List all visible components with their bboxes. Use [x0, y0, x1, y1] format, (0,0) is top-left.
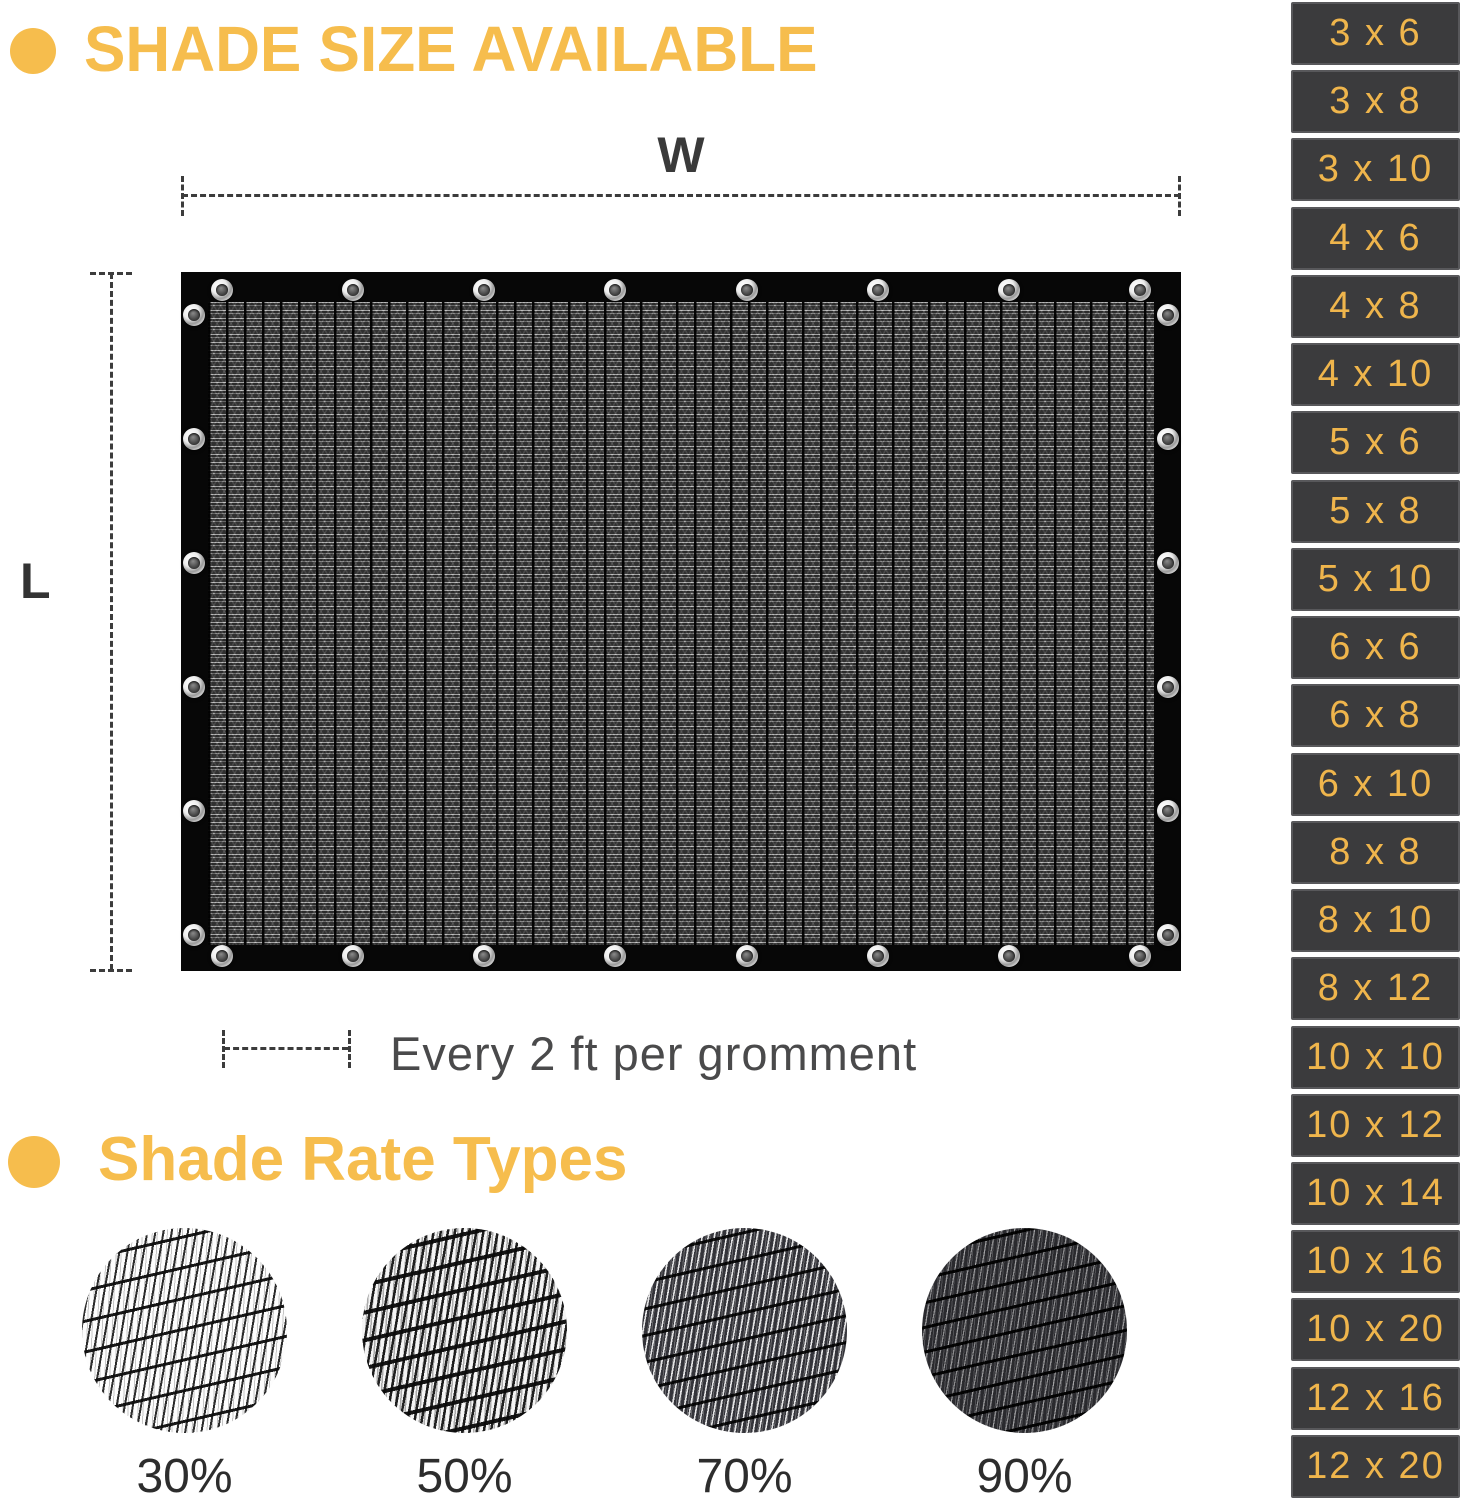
- size-option: 10 x 20: [1291, 1298, 1460, 1361]
- grommet-icon: [1157, 676, 1179, 698]
- length-dimension-tick-top: [90, 272, 132, 275]
- shade-sample-50: [362, 1228, 567, 1500]
- size-option: 10 x 10: [1291, 1026, 1460, 1089]
- grommet-icon: [867, 945, 889, 967]
- grommet-icon: [1157, 800, 1179, 822]
- grommet-icon: [736, 279, 758, 301]
- mesh-texture: [208, 302, 1154, 945]
- width-label: W: [657, 127, 705, 183]
- grommet-icon: [473, 945, 495, 967]
- grommet-icon: [211, 945, 233, 967]
- grommet-icon: [1157, 304, 1179, 326]
- shade-size-title: SHADE SIZE AVAILABLE: [84, 13, 818, 85]
- spacing-dimension-line: [224, 1047, 348, 1050]
- grommet-icon: [473, 279, 495, 301]
- shade-sample-70: [642, 1228, 847, 1500]
- grommet-icon: [998, 945, 1020, 967]
- length-dimension-tick-bottom: [90, 969, 132, 972]
- section-bullet-icon: [10, 28, 56, 74]
- size-option: 5 x 10: [1291, 548, 1460, 611]
- spacing-tick-right: [348, 1030, 351, 1068]
- grommet-icon: [1129, 279, 1151, 301]
- shade-rate-title: Shade Rate Types: [98, 1125, 628, 1194]
- size-option: 4 x 8: [1291, 275, 1460, 338]
- grommet-icon: [183, 800, 205, 822]
- size-option: 4 x 10: [1291, 343, 1460, 406]
- mesh-swatch-30-icon: [82, 1228, 287, 1433]
- grommet-icon: [736, 945, 758, 967]
- size-option: 10 x 16: [1291, 1230, 1460, 1293]
- grommet-icon: [211, 279, 233, 301]
- shade-sample-label: 30%: [136, 1450, 233, 1500]
- size-option: 10 x 12: [1291, 1094, 1460, 1157]
- mesh-swatch-50-icon: [362, 1228, 567, 1433]
- width-dimension-tick-left: [181, 176, 184, 216]
- size-option: 8 x 12: [1291, 957, 1460, 1020]
- shade-sample-label: 50%: [416, 1450, 513, 1500]
- length-label: L: [20, 553, 51, 609]
- size-option: 6 x 10: [1291, 753, 1460, 816]
- size-option: 6 x 6: [1291, 616, 1460, 679]
- size-option: 12 x 16: [1291, 1367, 1460, 1430]
- grommet-icon: [183, 924, 205, 946]
- grommet-icon: [1157, 552, 1179, 574]
- grommet-icon: [604, 279, 626, 301]
- size-option: 8 x 8: [1291, 821, 1460, 884]
- width-dimension-line: [182, 194, 1180, 197]
- shade-net-illustration: [182, 273, 1180, 970]
- grommet-icon: [604, 945, 626, 967]
- size-option: 3 x 10: [1291, 138, 1460, 201]
- grommet-icon: [183, 428, 205, 450]
- size-option: 4 x 6: [1291, 207, 1460, 270]
- grommet-icon: [998, 279, 1020, 301]
- size-option: 5 x 8: [1291, 480, 1460, 543]
- grommet-icon: [1129, 945, 1151, 967]
- grommet-icon: [1157, 428, 1179, 450]
- grommet-icon: [1157, 924, 1179, 946]
- grommet-icon: [183, 676, 205, 698]
- length-dimension-line: [110, 273, 113, 970]
- size-option: 8 x 10: [1291, 889, 1460, 952]
- grommet-icon: [183, 304, 205, 326]
- section-bullet-icon: [8, 1136, 60, 1188]
- size-option: 6 x 8: [1291, 684, 1460, 747]
- shade-sample-90: [922, 1228, 1127, 1500]
- grommet-icon: [342, 279, 364, 301]
- grommet-icon: [342, 945, 364, 967]
- grommet-icon: [867, 279, 889, 301]
- width-dimension-tick-right: [1178, 176, 1181, 216]
- mesh-swatch-90-icon: [922, 1228, 1127, 1433]
- mesh-swatch-70-icon: [642, 1228, 847, 1433]
- grommet-spacing-note: Every 2 ft per gromment: [390, 1027, 918, 1080]
- size-list: [1291, 0, 1460, 1500]
- size-option: 12 x 20: [1291, 1435, 1460, 1498]
- size-option: 10 x 14: [1291, 1162, 1460, 1225]
- grommet-icon: [183, 552, 205, 574]
- size-option: 5 x 6: [1291, 411, 1460, 474]
- shade-rate-samples: [82, 1228, 1127, 1500]
- shade-sample-label: 70%: [696, 1450, 793, 1500]
- shade-sample-label: 90%: [976, 1450, 1073, 1500]
- size-option: 3 x 6: [1291, 2, 1460, 65]
- shade-sample-30: [82, 1228, 287, 1500]
- size-option: 3 x 8: [1291, 70, 1460, 133]
